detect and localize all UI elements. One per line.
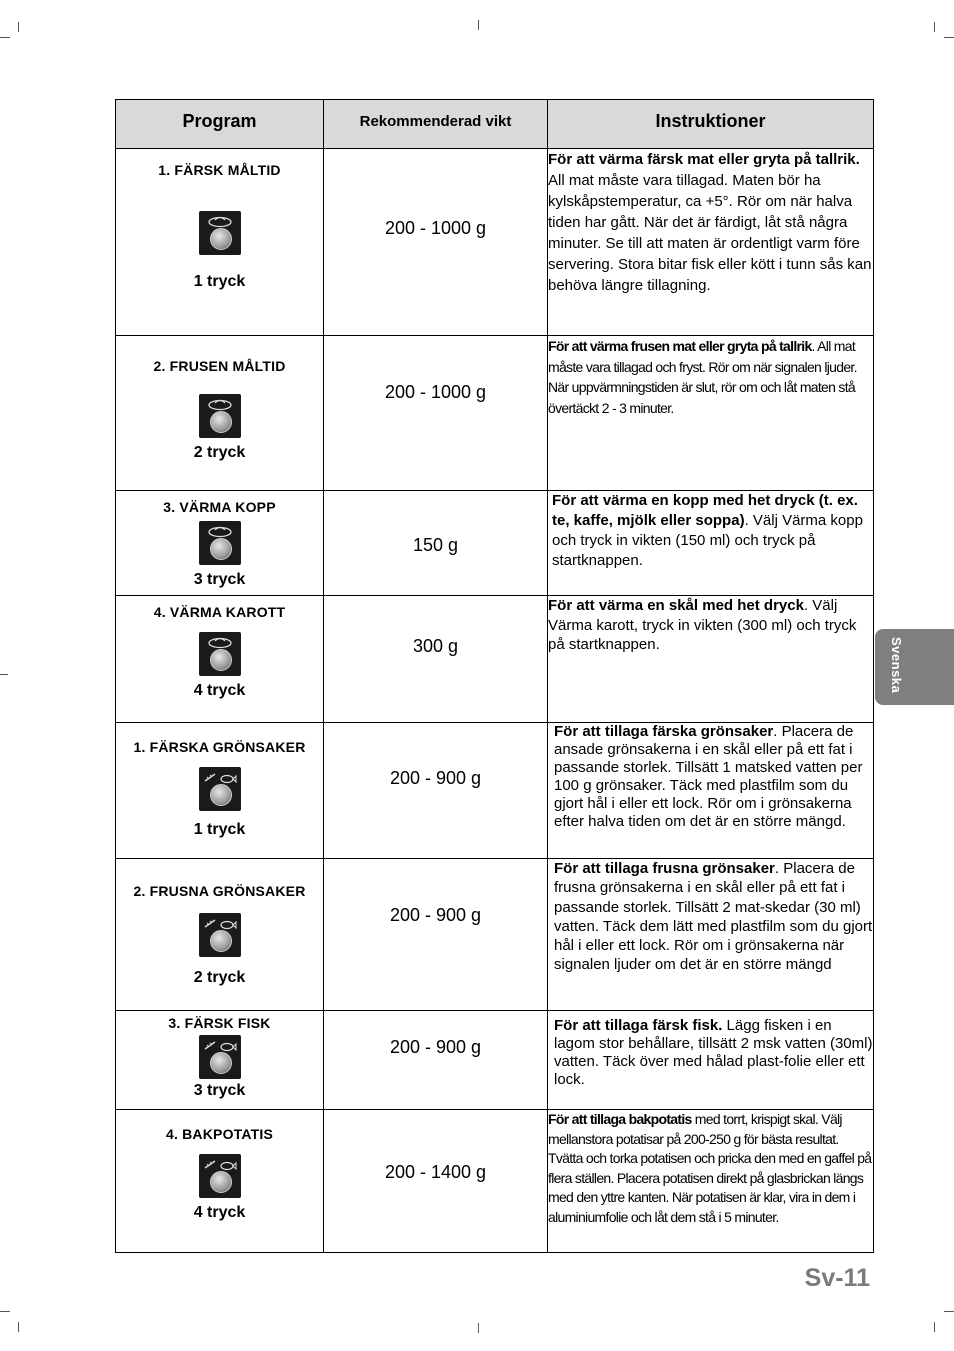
program-name: 3. VÄRMA KOPP bbox=[163, 499, 276, 515]
press-count: 2 tryck bbox=[193, 969, 246, 986]
recommended-weight: 200 - 1000 g bbox=[384, 382, 487, 402]
press-count: 3 tryck bbox=[193, 1082, 246, 1099]
instruction-text: . Placera de frusna grönsakerna i en skål eller på ett fat i passande storlek. Tillsätt 2 mat-skedar (30 ml) vatten. Täck dem lätt med plastfilm som du gjort hål i eller ett lock. Rör om i grönsakerna när signalen ljuder om det är en större mängd bbox=[554, 860, 873, 974]
table-header-row bbox=[116, 100, 874, 149]
instruction-heading: För att tillaga bakpotatis bbox=[548, 1111, 692, 1127]
recommended-weight: 200 - 900 g bbox=[389, 768, 482, 788]
instruction-text: . Välj Värma kopp och tryck in vikten (150 ml) och tryck på startknappen. bbox=[552, 512, 863, 569]
program-name: 2. FRUSNA GRÖNSAKER bbox=[133, 883, 306, 899]
plate-icon bbox=[199, 632, 241, 676]
dial-knob bbox=[210, 784, 232, 806]
dial-knob bbox=[210, 538, 232, 560]
instruction-heading: För att värma en skål med het dryck bbox=[548, 597, 804, 614]
vegetable-fish-icon bbox=[199, 913, 241, 957]
instruction-text: All mat måste vara tillagad. Maten bör ha kylskåpstemperatur, ca +5°. Rör om när halva tiden har gått. När det är färdigt, låt stå några minuter. Se till att maten är ordentligt varm före servering. Stora bitar fisk eller kött i tunn sås kan behöva längre tillagning. bbox=[548, 172, 872, 294]
press-count: 4 tryck bbox=[193, 1204, 246, 1221]
instruction-text: . All mat måste vara tillagad och fryst. Rör om när signalen ljuder. När uppvärmningstiden är slut, rör om och låt maten stå övertäckt 2 - 3 minuter. bbox=[548, 338, 857, 416]
instruction-heading: För att värma en kopp med het dryck (t. ex. te, kaffe, mjölk eller soppa) bbox=[552, 492, 858, 529]
program-name: 4. VÄRMA KAROTT bbox=[153, 604, 286, 620]
recommended-weight: 200 - 1000 g bbox=[384, 218, 487, 238]
header-program: Program bbox=[116, 100, 324, 149]
instruction-text: . Placera de ansade grönsakerna i en skål eller på ett fat i passande storlek. Tillsätt 1 matsked vatten per 100 g grönsaker. Täck med plastfilm som du gjort hål i eller ett lock. Rör om i grönsakerna efter halva tiden om det är en större mängd. bbox=[554, 723, 863, 830]
table-row bbox=[116, 149, 874, 336]
header-weight: Rekommenderad vikt bbox=[324, 100, 548, 149]
table-row bbox=[116, 859, 874, 1011]
instruction-heading: För att värma färsk mat eller gryta på tallrik. bbox=[548, 151, 860, 168]
dial-knob bbox=[210, 1171, 232, 1193]
recommended-weight: 300 g bbox=[412, 636, 459, 656]
program-name: 3. FÄRSK FISK bbox=[168, 1015, 271, 1031]
header-instructions: Instruktioner bbox=[548, 100, 874, 149]
dial-knob bbox=[210, 930, 232, 952]
recommended-weight: 200 - 1400 g bbox=[384, 1162, 487, 1182]
press-count: 4 tryck bbox=[193, 682, 246, 699]
instruction-text: Lägg fisken i en lagom stor behållare, tillsätt 2 msk vatten (30ml) vatten. Täck över med hålad plast-folie eller ett lock. bbox=[554, 1017, 873, 1088]
dial-knob bbox=[210, 649, 232, 671]
plate-icon bbox=[199, 394, 241, 438]
dial-knob bbox=[210, 228, 232, 250]
table-row bbox=[116, 596, 874, 723]
plate-icon bbox=[199, 211, 241, 255]
page-number: Sv-11 bbox=[804, 1264, 870, 1292]
program-name: 1. FÄRSKA GRÖNSAKER bbox=[133, 739, 306, 755]
recommended-weight: 150 g bbox=[412, 535, 459, 555]
instruction-heading: För att tillaga färsk fisk. bbox=[554, 1017, 723, 1034]
program-name: 2. FRUSEN MÅLTID bbox=[153, 358, 286, 374]
program-name: 4. BAKPOTATIS bbox=[165, 1126, 274, 1142]
program-name: 1. FÄRSK MÅLTID bbox=[158, 162, 281, 178]
table-row bbox=[116, 723, 874, 859]
recommended-weight: 200 - 900 g bbox=[389, 1037, 482, 1057]
instruction-heading: För att tillaga frusna grönsaker bbox=[554, 860, 775, 877]
table-row bbox=[116, 1011, 874, 1110]
vegetable-fish-icon bbox=[199, 1154, 241, 1198]
program-table bbox=[115, 99, 874, 1253]
instruction-heading: För att tillaga färska grönsaker bbox=[554, 723, 774, 740]
table-row bbox=[116, 336, 874, 491]
instruction-text: . Välj Värma karott, tryck in vikten (300 ml) och tryck på startknappen. bbox=[548, 597, 857, 653]
instruction-text: med torrt, krispigt skal. Välj mellanstora potatisar på 200-250 g för bästa resultat. Tvätta och torka potatisen och pricka den med en gaffel på flera ställen. Placera potatisen direkt på glasbrickan längs med den yttre kanten. När potatisen är klar, vira in dem i aluminiumfolie och låt dem stå i 5 minuter. bbox=[548, 1111, 872, 1225]
press-count: 1 tryck bbox=[193, 821, 246, 838]
recommended-weight: 200 - 900 g bbox=[389, 905, 482, 925]
dial-knob bbox=[210, 1052, 232, 1074]
table-row bbox=[116, 1110, 874, 1253]
table-row bbox=[116, 491, 874, 596]
plate-icon bbox=[199, 521, 241, 565]
dial-knob bbox=[210, 411, 232, 433]
language-tab-label: Svenska bbox=[889, 637, 904, 694]
language-tab bbox=[875, 629, 954, 705]
press-count: 2 tryck bbox=[193, 444, 246, 461]
press-count: 1 tryck bbox=[193, 273, 246, 290]
press-count: 3 tryck bbox=[193, 571, 246, 588]
vegetable-fish-icon bbox=[199, 767, 241, 811]
vegetable-fish-icon bbox=[199, 1035, 241, 1079]
instruction-heading: För att värma frusen mat eller gryta på tallrik bbox=[548, 338, 812, 354]
